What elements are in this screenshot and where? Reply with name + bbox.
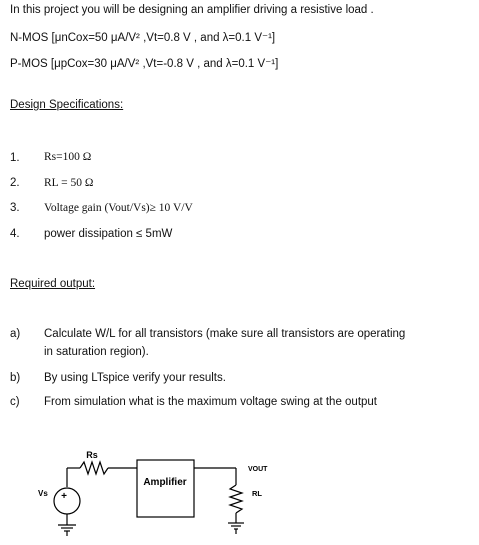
spec-number: 3. [10,202,20,214]
intro-text: In this project you will be designing an amplifier driving a resistive load . [10,4,374,16]
spec-text: power dissipation ≤ 5mW [44,228,173,240]
amplifier-label: Amplifier [143,477,187,488]
pmos-params: P-MOS [μpCox=30 μA/V² ,Vt=-0.8 V , and λ=0.1 V⁻¹] [10,58,279,70]
output-letter: a) [10,328,21,340]
vs-label: Vs [38,489,48,498]
amplifier-circuit-diagram [0,440,479,545]
output-text: By using LTspice verify your results. [44,372,226,384]
ground-icon [58,525,76,536]
spec-number: 1. [10,152,20,164]
spec-text: Rs=100 Ω [44,151,92,163]
spec-text: Voltage gain (Vout/Vs)≥ 10 V/V [44,202,193,214]
required-output-heading: Required output: [10,278,96,290]
vs-plus-sign: + [61,491,67,502]
output-text-continued: in saturation region). [44,346,149,358]
vs-voltage-source [54,488,80,514]
rl-label: RL [252,489,262,498]
output-letter: b) [10,372,21,384]
output-letter: c) [10,396,20,408]
design-specs-heading: Design Specifications: [10,99,124,111]
spec-number: 4. [10,228,20,240]
rl-resistor [230,485,242,513]
output-text: From simulation what is the maximum voltage swing at the output [44,396,378,408]
spec-text: RL = 50 Ω [44,177,94,189]
vout-label: VOUT [248,466,268,473]
output-text: Calculate W/L for all transistors (make sure all transistors are operating [44,328,406,340]
amplifier-block [137,460,194,517]
rs-resistor [80,462,108,474]
spec-number: 2. [10,177,20,189]
nmos-params: N-MOS [μnCox=50 μA/V² ,Vt=0.8 V , and λ=0.1 V⁻¹] [10,32,276,44]
rs-label: Rs [86,450,98,460]
ground-icon [228,523,244,534]
